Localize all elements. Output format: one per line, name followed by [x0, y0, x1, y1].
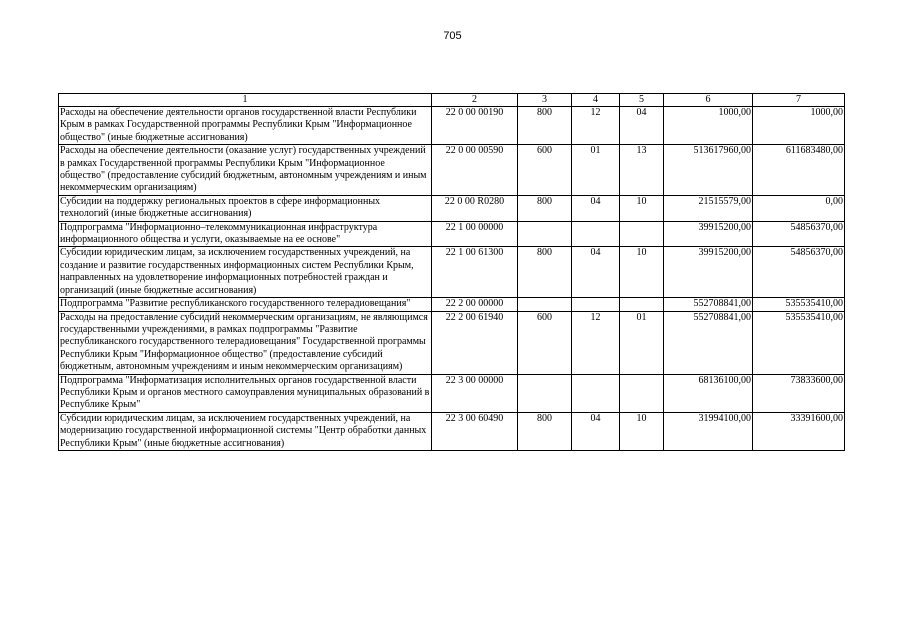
- column-header: 7: [753, 94, 845, 107]
- row-name-cell: Подпрограмма "Информатизация исполнительных органов государственной власти Республики Крым и органов местного самоуправления муниципальных образований в Республике Крым": [59, 374, 432, 412]
- row-name-cell: Подпрограмма "Развитие республиканского государственного телерадиовещания": [59, 298, 432, 311]
- table-row: [59, 247, 845, 298]
- expense-type-cell: 800: [518, 247, 572, 298]
- target-code-cell: 22 2 00 00000: [432, 298, 518, 311]
- budget-table: [58, 93, 845, 451]
- expense-type-cell: 600: [518, 145, 572, 196]
- column-header: 5: [620, 94, 664, 107]
- subsection-cell: [620, 374, 664, 412]
- column-header: 4: [572, 94, 620, 107]
- amount-year2-cell: 1000,00: [753, 107, 845, 145]
- section-cell: 04: [572, 412, 620, 450]
- subsection-cell: [620, 298, 664, 311]
- table-body: [59, 107, 845, 451]
- amount-year2-cell: 54856370,00: [753, 247, 845, 298]
- amount-year2-cell: 54856370,00: [753, 221, 845, 247]
- table-row: [59, 195, 845, 221]
- table-header-row: [59, 94, 845, 107]
- row-name-cell: Субсидии на поддержку региональных проектов в сфере информационных технологий (иные бюджетные ассигнования): [59, 195, 432, 221]
- target-code-cell: 22 2 00 61940: [432, 311, 518, 374]
- row-name-cell: Расходы на предоставление субсидий некоммерческим организациям, не являющимся государственными учреждениями, в рамках подпрограммы "Развитие республиканского государственного телерадиовещания" Государственной программы Республики Крым "Информационное общество" (предоставление субсидий бюджетным, автономным учреждениям и иным некоммерческим организациям): [59, 311, 432, 374]
- amount-year2-cell: 0,00: [753, 195, 845, 221]
- table-row: [59, 107, 845, 145]
- subsection-cell: [620, 221, 664, 247]
- column-header: 2: [432, 94, 518, 107]
- amount-year1-cell: 552708841,00: [664, 311, 753, 374]
- page-number: 705: [443, 30, 462, 42]
- row-name-cell: Подпрограмма "Информационно–телекоммуникационная инфраструктура информационного общества и услуги, оказываемые на ее основе": [59, 221, 432, 247]
- expense-type-cell: [518, 298, 572, 311]
- subsection-cell: 01: [620, 311, 664, 374]
- section-cell: [572, 298, 620, 311]
- amount-year2-cell: 611683480,00: [753, 145, 845, 196]
- amount-year1-cell: 21515579,00: [664, 195, 753, 221]
- target-code-cell: 22 1 00 61300: [432, 247, 518, 298]
- amount-year1-cell: 1000,00: [664, 107, 753, 145]
- expense-type-cell: 800: [518, 195, 572, 221]
- subsection-cell: 04: [620, 107, 664, 145]
- section-cell: [572, 374, 620, 412]
- row-name-cell: Субсидии юридическим лицам, за исключением государственных учреждений, на модернизацию государственной информационной системы "Центр обработки данных Республики Крым" (иные бюджетные ассигнования): [59, 412, 432, 450]
- column-header: 1: [59, 94, 432, 107]
- section-cell: 12: [572, 311, 620, 374]
- target-code-cell: 22 1 00 00000: [432, 221, 518, 247]
- subsection-cell: 10: [620, 247, 664, 298]
- amount-year2-cell: 33391600,00: [753, 412, 845, 450]
- table-row: [59, 374, 845, 412]
- amount-year1-cell: 513617960,00: [664, 145, 753, 196]
- expense-type-cell: 600: [518, 311, 572, 374]
- section-cell: [572, 221, 620, 247]
- section-cell: 04: [572, 247, 620, 298]
- amount-year2-cell: 535535410,00: [753, 311, 845, 374]
- expense-type-cell: 800: [518, 107, 572, 145]
- table-row: [59, 311, 845, 374]
- section-cell: 12: [572, 107, 620, 145]
- row-name-cell: Субсидии юридическим лицам, за исключением государственных учреждений, на создание и развитие государственных информационных систем Республики Крым, направленных на удовлетворение информационных потребностей граждан и организаций (иные бюджетные ассигнования): [59, 247, 432, 298]
- table-row: [59, 145, 845, 196]
- expense-type-cell: [518, 221, 572, 247]
- amount-year1-cell: 31994100,00: [664, 412, 753, 450]
- row-name-cell: Расходы на обеспечение деятельности (оказание услуг) государственных учреждений в рамках Государственной программы Республики Крым "Информационное общество" (предоставление субсидий бюджетным, автономным учреждениям и иным некоммерческим организациям): [59, 145, 432, 196]
- amount-year1-cell: 68136100,00: [664, 374, 753, 412]
- target-code-cell: 22 0 00 00590: [432, 145, 518, 196]
- amount-year1-cell: 39915200,00: [664, 247, 753, 298]
- table-row: [59, 221, 845, 247]
- target-code-cell: 22 3 00 60490: [432, 412, 518, 450]
- section-cell: 04: [572, 195, 620, 221]
- expense-type-cell: [518, 374, 572, 412]
- table-row: [59, 298, 845, 311]
- amount-year2-cell: 535535410,00: [753, 298, 845, 311]
- target-code-cell: 22 3 00 00000: [432, 374, 518, 412]
- table-row: [59, 412, 845, 450]
- target-code-cell: 22 0 00 R0280: [432, 195, 518, 221]
- amount-year2-cell: 73833600,00: [753, 374, 845, 412]
- column-header: 3: [518, 94, 572, 107]
- amount-year1-cell: 552708841,00: [664, 298, 753, 311]
- amount-year1-cell: 39915200,00: [664, 221, 753, 247]
- subsection-cell: 13: [620, 145, 664, 196]
- column-header: 6: [664, 94, 753, 107]
- subsection-cell: 10: [620, 412, 664, 450]
- section-cell: 01: [572, 145, 620, 196]
- expense-type-cell: 800: [518, 412, 572, 450]
- subsection-cell: 10: [620, 195, 664, 221]
- target-code-cell: 22 0 00 00190: [432, 107, 518, 145]
- row-name-cell: Расходы на обеспечение деятельности органов государственной власти Республики Крым в рамках Государственной программы Республики Крым "Информационное общество" (иные бюджетные ассигнования): [59, 107, 432, 145]
